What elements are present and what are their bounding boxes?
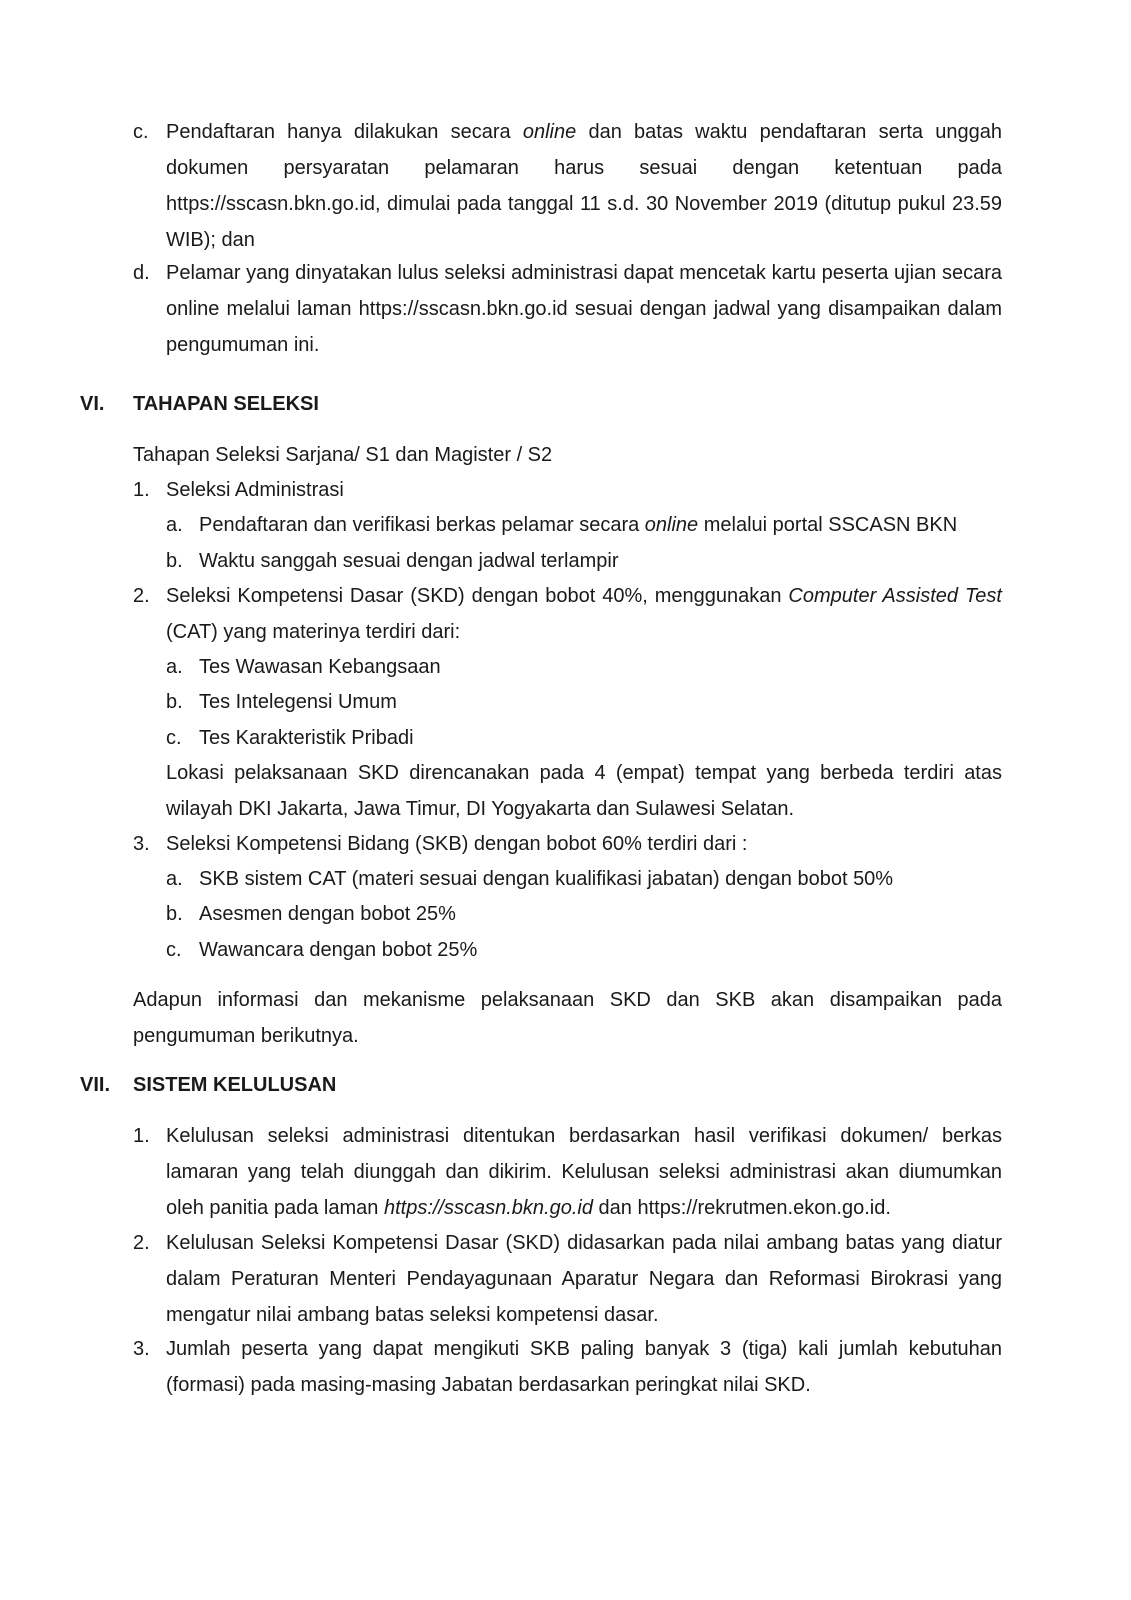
list-item-text: Seleksi Kompetensi Bidang (SKB) dengan bobot 60% terdiri dari : bbox=[166, 833, 748, 855]
sub-list-marker: a. bbox=[166, 514, 183, 536]
list-item-text: Kelulusan Seleksi Kompetensi Dasar (SKD) didasarkan pada nilai ambang batas yang diatur dalam Peraturan Menteri Pendayagunaan Aparatur Negara dan Reformasi Birokrasi yang mengatur nilai ambang batas seleksi kompetensi dasar. bbox=[166, 1232, 1002, 1326]
sub-list-item: Tes Karakteristik Pribadi bbox=[199, 727, 414, 749]
sub-list-item: Tes Intelegensi Umum bbox=[199, 691, 397, 713]
sub-list-marker: b. bbox=[166, 691, 183, 713]
list-item-d: Pelamar yang dinyatakan lulus seleksi administrasi dapat mencetak kartu peserta ujian secara online melalui laman https://sscasn.bkn.go.id sesuai dengan jadwal yang disampaikan dalam pengumuman ini. bbox=[166, 262, 1002, 356]
list-item-text: Jumlah peserta yang dapat mengikuti SKB paling banyak 3 (tiga) kali jumlah kebutuhan (formasi) pada masing-masing Jabatan berdasarkan peringkat nilai SKD. bbox=[166, 1338, 1002, 1396]
sub-list-marker: c. bbox=[166, 939, 182, 961]
closing-paragraph: Adapun informasi dan mekanisme pelaksanaan SKD dan SKB akan disampaikan pada pengumuman berikutnya. bbox=[133, 989, 1002, 1047]
list-item-c: Pendaftaran hanya dilakukan secara online dan batas waktu pendaftaran serta unggah dokumen persyaratan pelamaran harus sesuai dengan ketentuan pada https://sscasn.bkn.go.id, dimulai pada tanggal 11 s.d. 30 November 2019 (ditutup pukul 23.59 WIB); dan bbox=[166, 121, 1002, 251]
sub-list-marker: c. bbox=[166, 727, 182, 749]
sub-list-item: Wawancara dengan bobot 25% bbox=[199, 939, 478, 961]
location-paragraph: Lokasi pelaksanaan SKD direncanakan pada 4 (empat) tempat yang berbeda terdiri atas wilayah DKI Jakarta, Jawa Timur, DI Yogyakarta dan Sulawesi Selatan. bbox=[166, 762, 1002, 820]
list-marker: 1. bbox=[133, 1125, 150, 1147]
list-marker: 1. bbox=[133, 479, 150, 501]
section-intro: Tahapan Seleksi Sarjana/ S1 dan Magister / S2 bbox=[133, 444, 553, 466]
list-marker: 2. bbox=[133, 585, 150, 607]
sub-list-item: Waktu sanggah sesuai dengan jadwal terlampir bbox=[199, 550, 619, 572]
list-item-text: Seleksi Administrasi bbox=[166, 479, 344, 501]
sub-list-item: Pendaftaran dan verifikasi berkas pelamar secara online melalui portal SSCASN BKN bbox=[199, 514, 958, 536]
list-marker: c. bbox=[133, 121, 149, 143]
list-marker: 2. bbox=[133, 1232, 150, 1254]
sub-list-item: SKB sistem CAT (materi sesuai dengan kualifikasi jabatan) dengan bobot 50% bbox=[199, 868, 894, 890]
sub-list-marker: b. bbox=[166, 903, 183, 925]
sub-list-item: Tes Wawasan Kebangsaan bbox=[199, 656, 441, 678]
section-title: TAHAPAN SELEKSI bbox=[133, 393, 319, 415]
section-title: SISTEM KELULUSAN bbox=[133, 1074, 337, 1096]
list-marker: 3. bbox=[133, 833, 150, 855]
sub-list-marker: a. bbox=[166, 868, 183, 890]
list-marker: 3. bbox=[133, 1338, 150, 1360]
section-number: VI. bbox=[80, 393, 105, 415]
sub-list-marker: a. bbox=[166, 656, 183, 678]
list-item-text: Seleksi Kompetensi Dasar (SKD) dengan bobot 40%, menggunakan Computer Assisted Test (CAT) yang materinya terdiri dari: bbox=[166, 585, 1002, 643]
sub-list-item: Asesmen dengan bobot 25% bbox=[199, 903, 456, 925]
sub-list-marker: b. bbox=[166, 550, 183, 572]
list-item-text: Kelulusan seleksi administrasi ditentukan berdasarkan hasil verifikasi dokumen/ berkas lamaran yang telah diunggah dan dikirim. Kelulusan seleksi administrasi akan diumumkan oleh panitia pada laman https://sscasn.bkn.go.id dan https://rekrutmen.ekon.go.id. bbox=[166, 1125, 1002, 1219]
section-number: VII. bbox=[80, 1074, 111, 1096]
list-marker: d. bbox=[133, 262, 150, 284]
